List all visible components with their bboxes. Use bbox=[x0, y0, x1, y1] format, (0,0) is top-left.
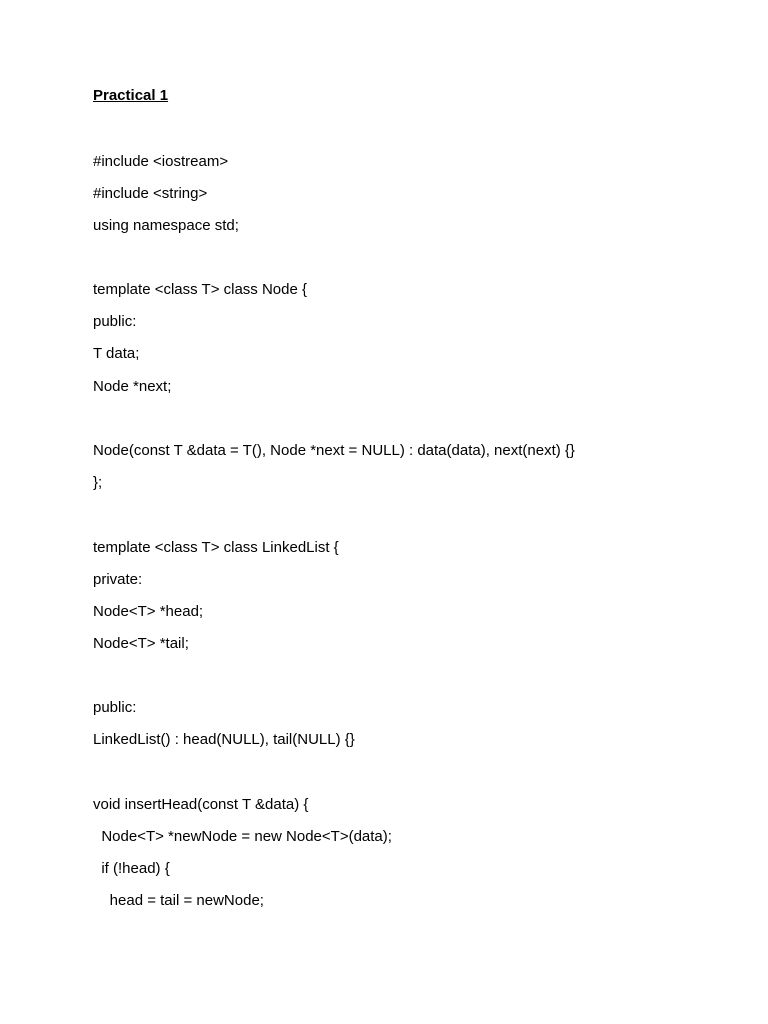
code-line: Node<T> *newNode = new Node<T>(data); bbox=[93, 828, 392, 845]
code-line: LinkedList() : head(NULL), tail(NULL) {} bbox=[93, 731, 355, 748]
code-line: private: bbox=[93, 571, 143, 588]
code-line: void insertHead(const T &data) { bbox=[93, 796, 309, 813]
code-line: #include <iostream> bbox=[93, 153, 229, 170]
code-line: }; bbox=[93, 474, 103, 491]
code-line: Node *next; bbox=[93, 378, 172, 395]
code-line: T data; bbox=[93, 345, 140, 362]
page-heading: Practical 1 bbox=[93, 87, 169, 104]
code-line: if (!head) { bbox=[93, 860, 170, 877]
code-line: template <class T> class LinkedList { bbox=[93, 539, 339, 556]
code-line: Node(const T &data = T(), Node *next = NULL) : data(data), next(next) {} bbox=[93, 442, 575, 459]
code-line: Node<T> *head; bbox=[93, 603, 204, 620]
code-line: Node<T> *tail; bbox=[93, 635, 189, 652]
code-line: public: bbox=[93, 313, 137, 330]
code-line: #include <string> bbox=[93, 185, 208, 202]
code-line: template <class T> class Node { bbox=[93, 281, 307, 298]
code-line: public: bbox=[93, 699, 137, 716]
code-line: head = tail = newNode; bbox=[93, 892, 264, 909]
code-line: using namespace std; bbox=[93, 217, 239, 234]
